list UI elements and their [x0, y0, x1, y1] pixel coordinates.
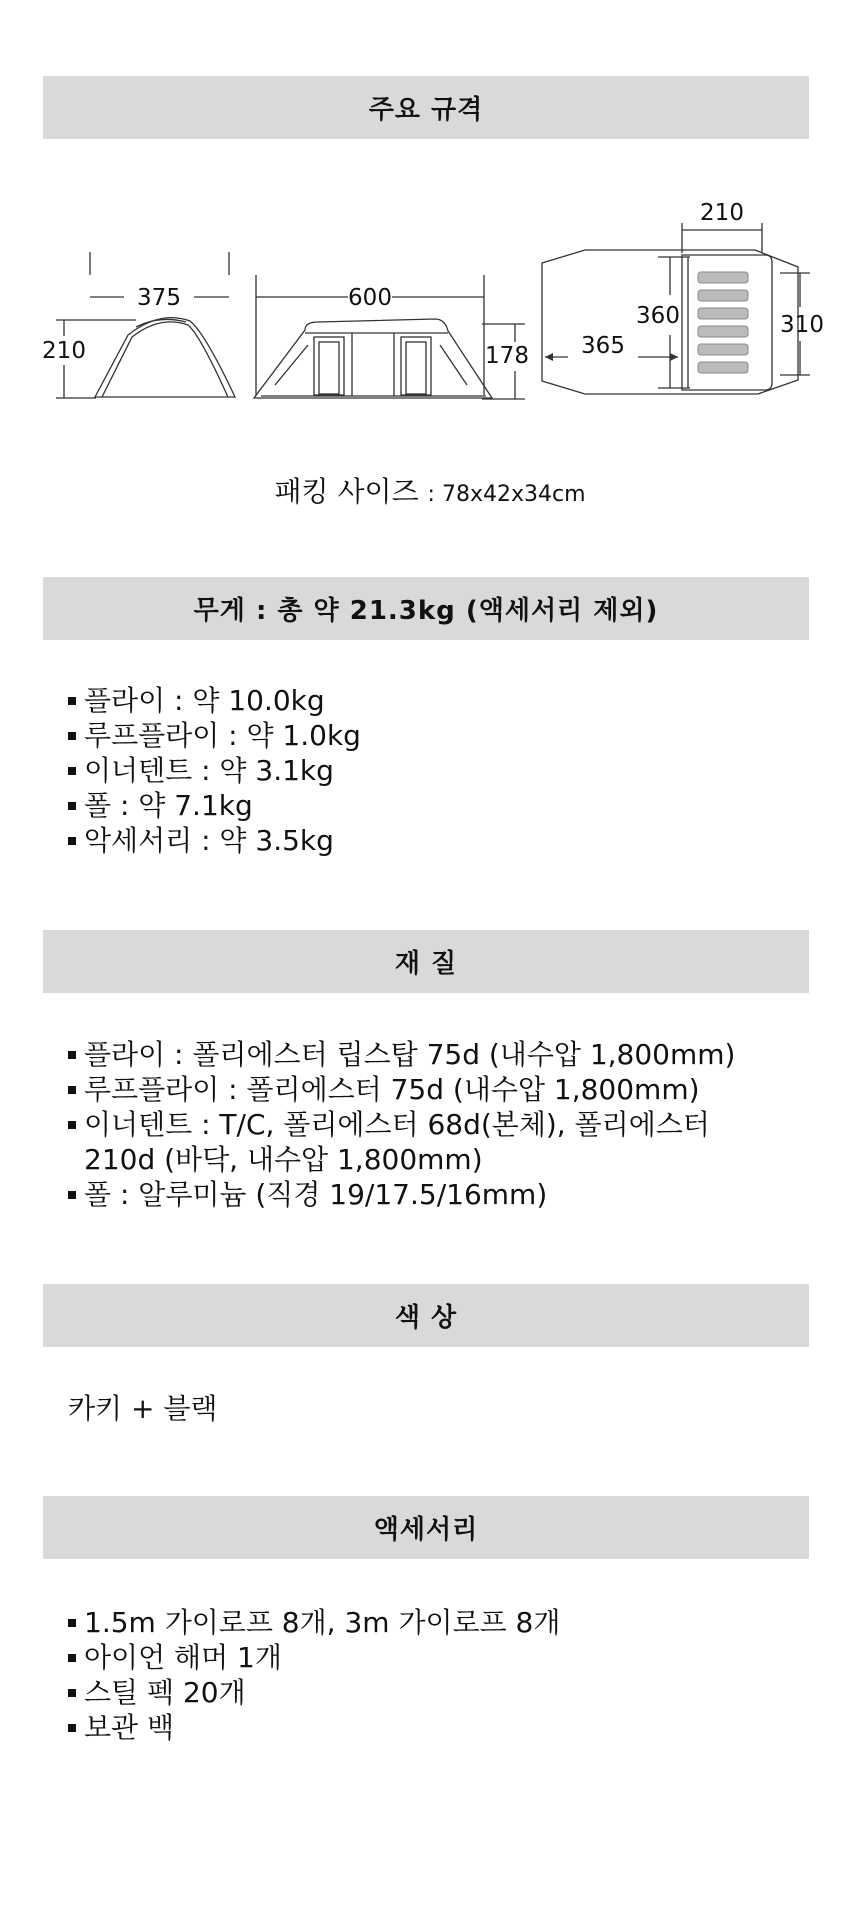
section-header-spec	[43, 76, 809, 139]
list-item: 보관 백	[68, 1710, 560, 1745]
side-length-label: 600	[348, 285, 392, 311]
list-item: 악세서리 : 약 3.5kg	[68, 823, 361, 858]
floor-total-width-label: 310	[780, 312, 824, 338]
list-item: 폴 : 약 7.1kg	[68, 788, 361, 823]
list-item: 아이언 해머 1개	[68, 1640, 560, 1675]
packing-size	[0, 470, 860, 510]
list-item: 1.5m 가이로프 8개, 3m 가이로프 8개	[68, 1605, 560, 1640]
list-item: 루프플라이 : 폴리에스터 75d (내수압 1,800mm)	[68, 1072, 768, 1107]
section-header-weight	[43, 577, 809, 640]
floor-inner-length-label: 360	[636, 303, 680, 329]
accessory-list	[68, 1605, 560, 1745]
list-item: 플라이 : 폴리에스터 립스탑 75d (내수압 1,800mm)	[68, 1037, 768, 1072]
color-text: 카키 + 블랙	[68, 1392, 218, 1425]
front-height-label: 210	[42, 338, 86, 364]
list-item: 이너텐트 : 약 3.1kg	[68, 753, 361, 788]
section-header-material	[43, 930, 809, 993]
sleeping-pads	[698, 272, 748, 373]
section-title: 액세서리	[373, 1515, 479, 1545]
section-title: 주요 규격	[368, 95, 484, 125]
list-item: 스틸 펙 20개	[68, 1675, 560, 1710]
front-width-label: 375	[137, 285, 181, 311]
section-title: 무게 : 총 약 21.3kg (액세서리 제외)	[193, 596, 659, 626]
material-list	[68, 1037, 768, 1212]
section-title: 재 질	[394, 949, 458, 979]
list-item: 폴 : 알루미늄 (직경 19/17.5/16mm)	[68, 1177, 768, 1212]
weight-list	[68, 683, 361, 858]
section-title: 색 상	[394, 1303, 458, 1333]
packing-value: : 78x42x34cm	[427, 482, 586, 507]
list-item: 루프플라이 : 약 1.0kg	[68, 718, 361, 753]
packing-label: 패킹 사이즈	[274, 475, 419, 508]
section-header-color	[43, 1284, 809, 1347]
front-view	[56, 252, 235, 398]
tent-dimension-diagram	[40, 195, 830, 415]
list-item: 플라이 : 약 10.0kg	[68, 683, 361, 718]
floor-inner-width-label: 210	[700, 200, 744, 226]
side-height-label: 178	[485, 343, 529, 369]
floor-depth-label: 365	[581, 333, 625, 359]
section-header-accessory	[43, 1496, 809, 1559]
list-item: 이너텐트 : T/C, 폴리에스터 68d(본체), 폴리에스터 210d (바닥, 내수압 1,800mm)	[68, 1107, 768, 1177]
